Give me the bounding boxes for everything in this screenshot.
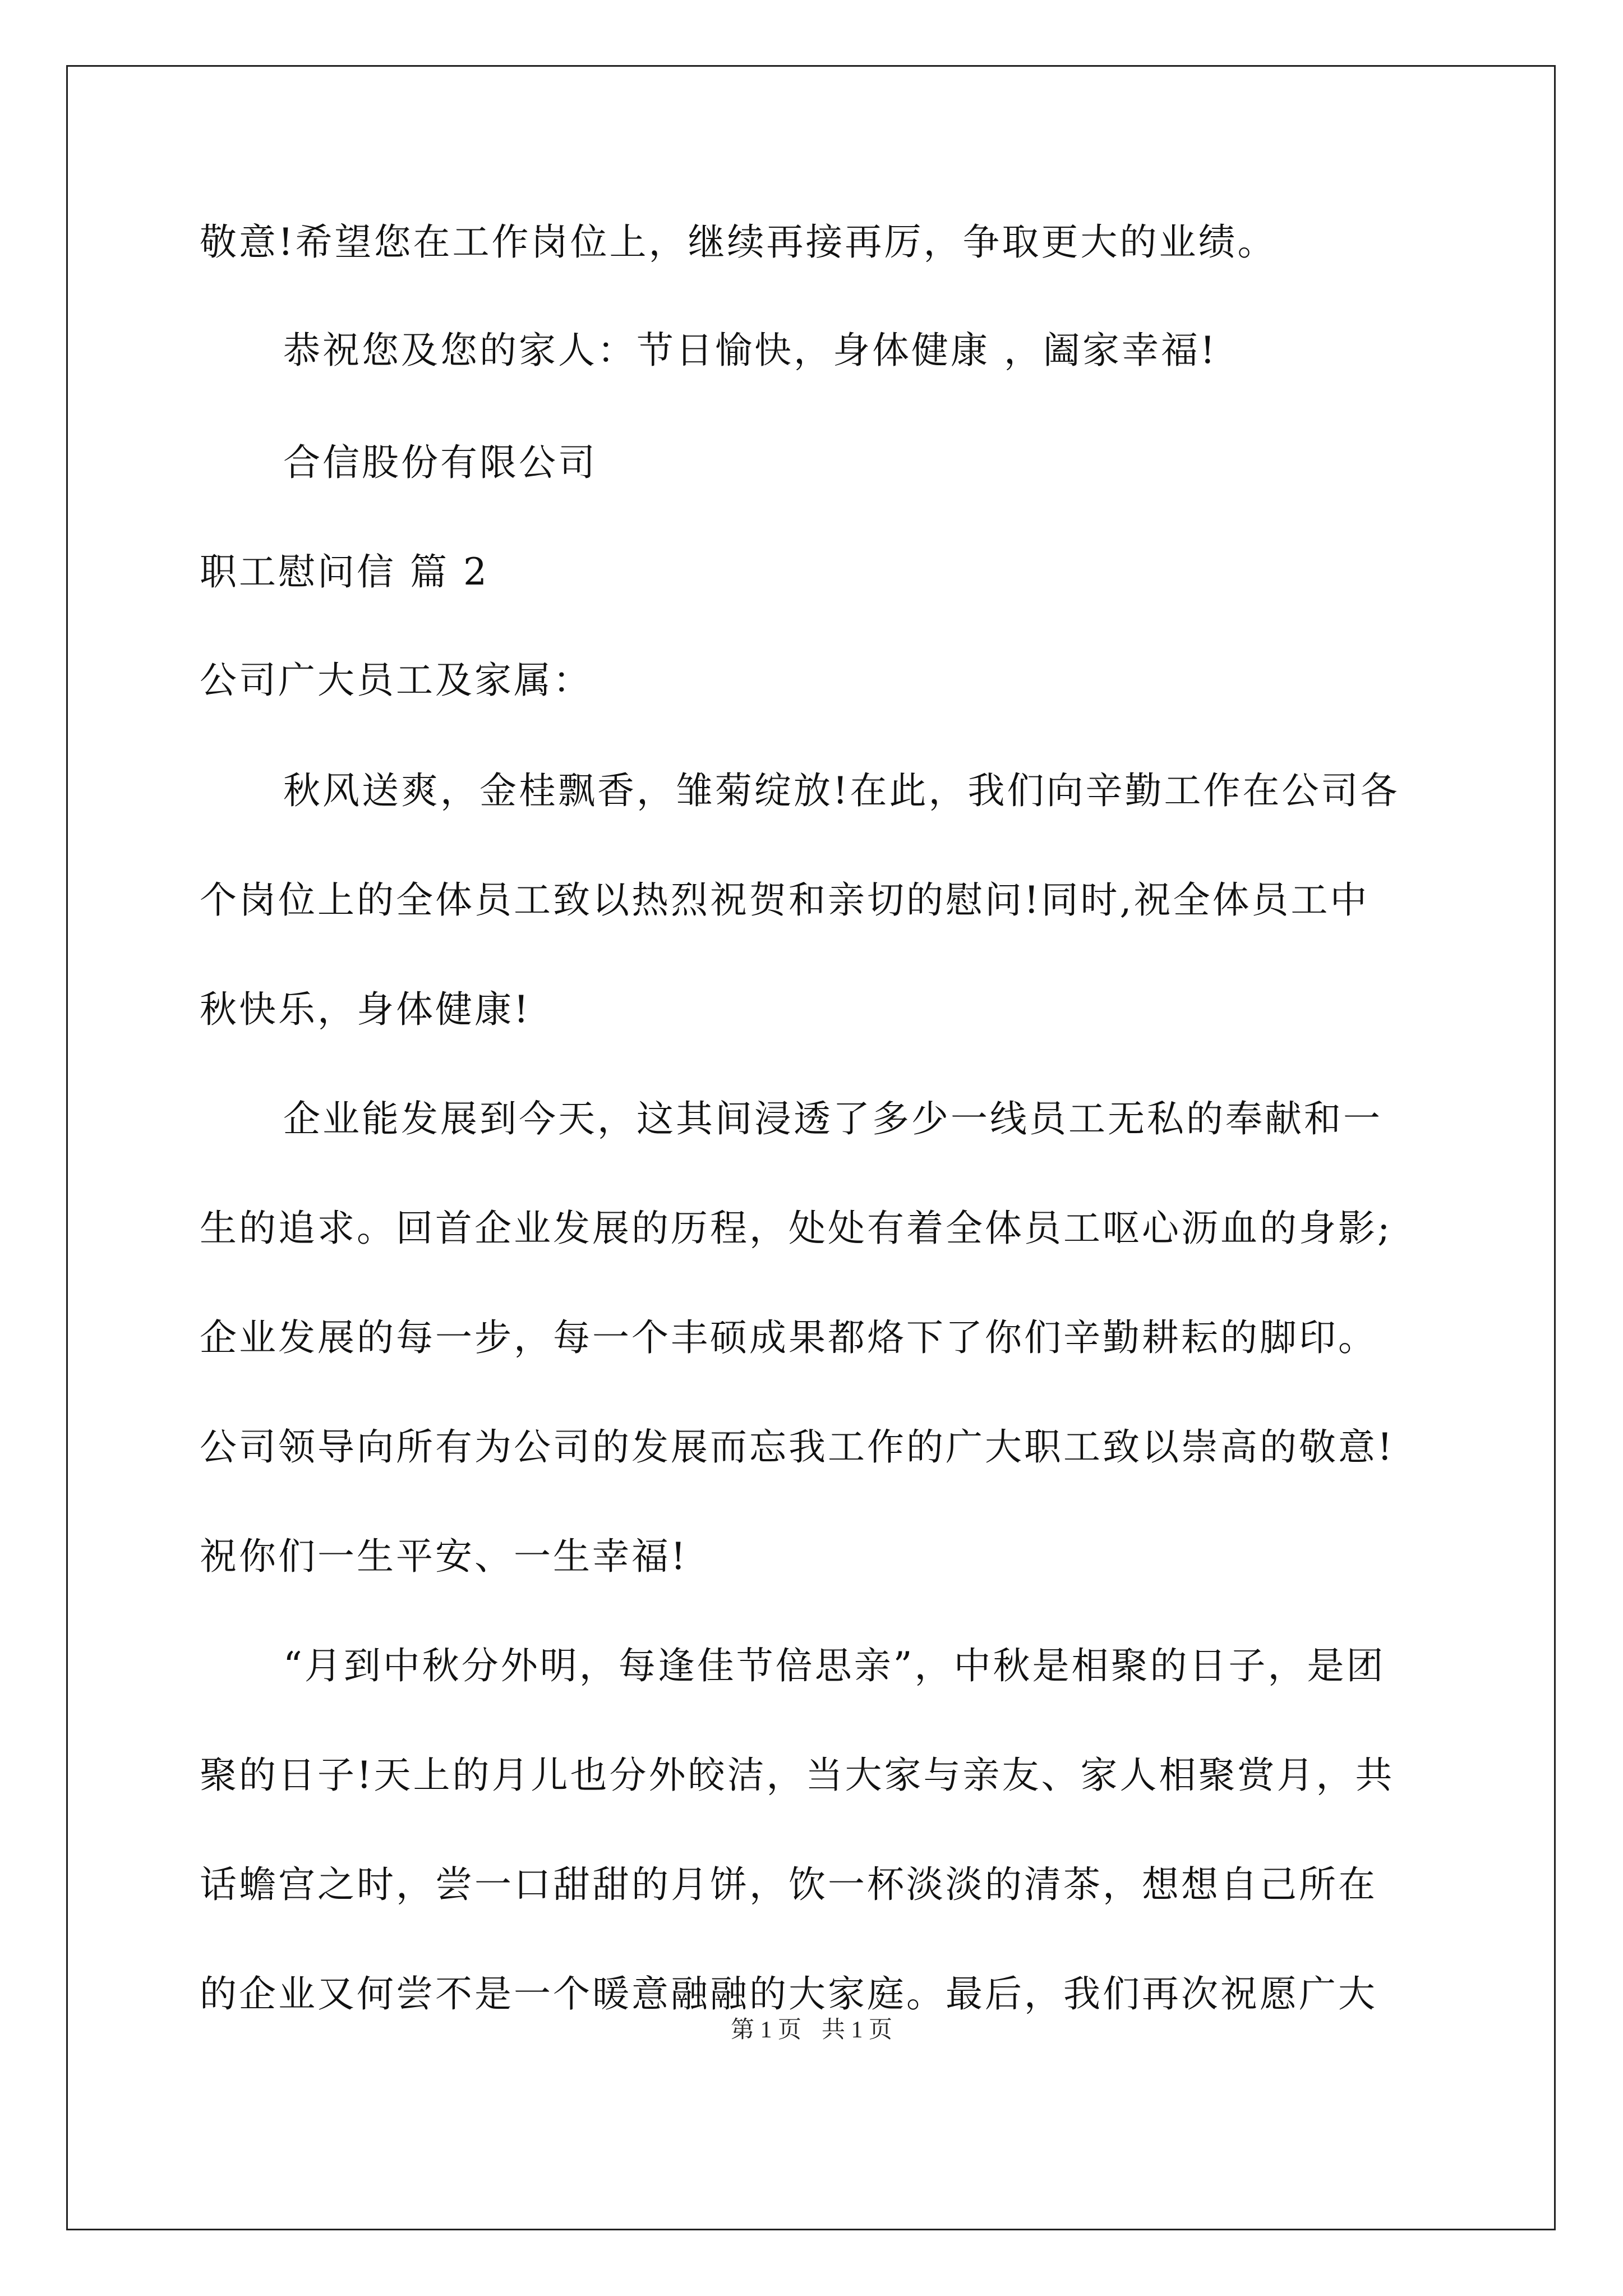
paragraph-1-line-2: 个岗位上的全体员工致以热烈祝贺和亲切的慰问!同时,祝全体员工中 [200, 878, 1370, 922]
paragraph-2-line-2: 生的追求。回首企业发展的历程，处处有着全体员工呕心沥血的身影; [200, 1207, 1393, 1250]
paragraph-1-line-3: 秋快乐，身体健康! [200, 988, 531, 1031]
salutation: 公司广大员工及家属： [200, 659, 592, 702]
page-footer [0, 2016, 1623, 2044]
paragraph-2-line-4: 公司领导向所有为公司的发展而忘我工作的广大职工致以崇高的敬意! [200, 1425, 1395, 1469]
paragraph-2-line-5: 祝你们一生平安、一生幸福! [200, 1535, 688, 1578]
paragraph-3-line-4: 的企业又何尝不是一个暖意融融的大家庭。最后，我们再次祝愿广大 [200, 1972, 1377, 2016]
greeting-line: 恭祝您及您的家人：节日愉快，身体健康 ，阖家幸福! [283, 329, 1218, 372]
page-total: 共 1 页 [822, 2017, 893, 2043]
paragraph-2-line-1: 企业能发展到今天，这其间浸透了多少一线员工无私的奉献和一 [283, 1097, 1382, 1140]
signature-company: 合信股份有限公司 [283, 441, 597, 484]
section-heading: 职工慰问信 篇 2 [200, 550, 489, 593]
body-line-1: 敬意!希望您在工作岗位上，继续再接再厉，争取更大的业绩。 [200, 220, 1277, 264]
page-number: 第 1 页 [730, 2017, 801, 2043]
paragraph-3-line-1: “月到中秋分外明，每逢佳节倍思亲”，中秋是相聚的日子，是团 [283, 1644, 1386, 1687]
paragraph-3-line-2: 聚的日子!天上的月儿也分外皎洁，当大家与亲友、家人相聚赏月，共 [200, 1754, 1395, 1797]
paragraph-3-line-3: 话蟾宫之时，尝一口甜甜的月饼，饮一杯淡淡的清茶，想想自己所在 [200, 1863, 1377, 1906]
paragraph-1-line-1: 秋风送爽，金桂飘香，雏菊绽放!在此，我们向辛勤工作在公司各 [283, 769, 1400, 812]
paragraph-2-line-3: 企业发展的每一步，每一个丰硕成果都烙下了你们辛勤耕耘的脚印。 [200, 1316, 1377, 1359]
